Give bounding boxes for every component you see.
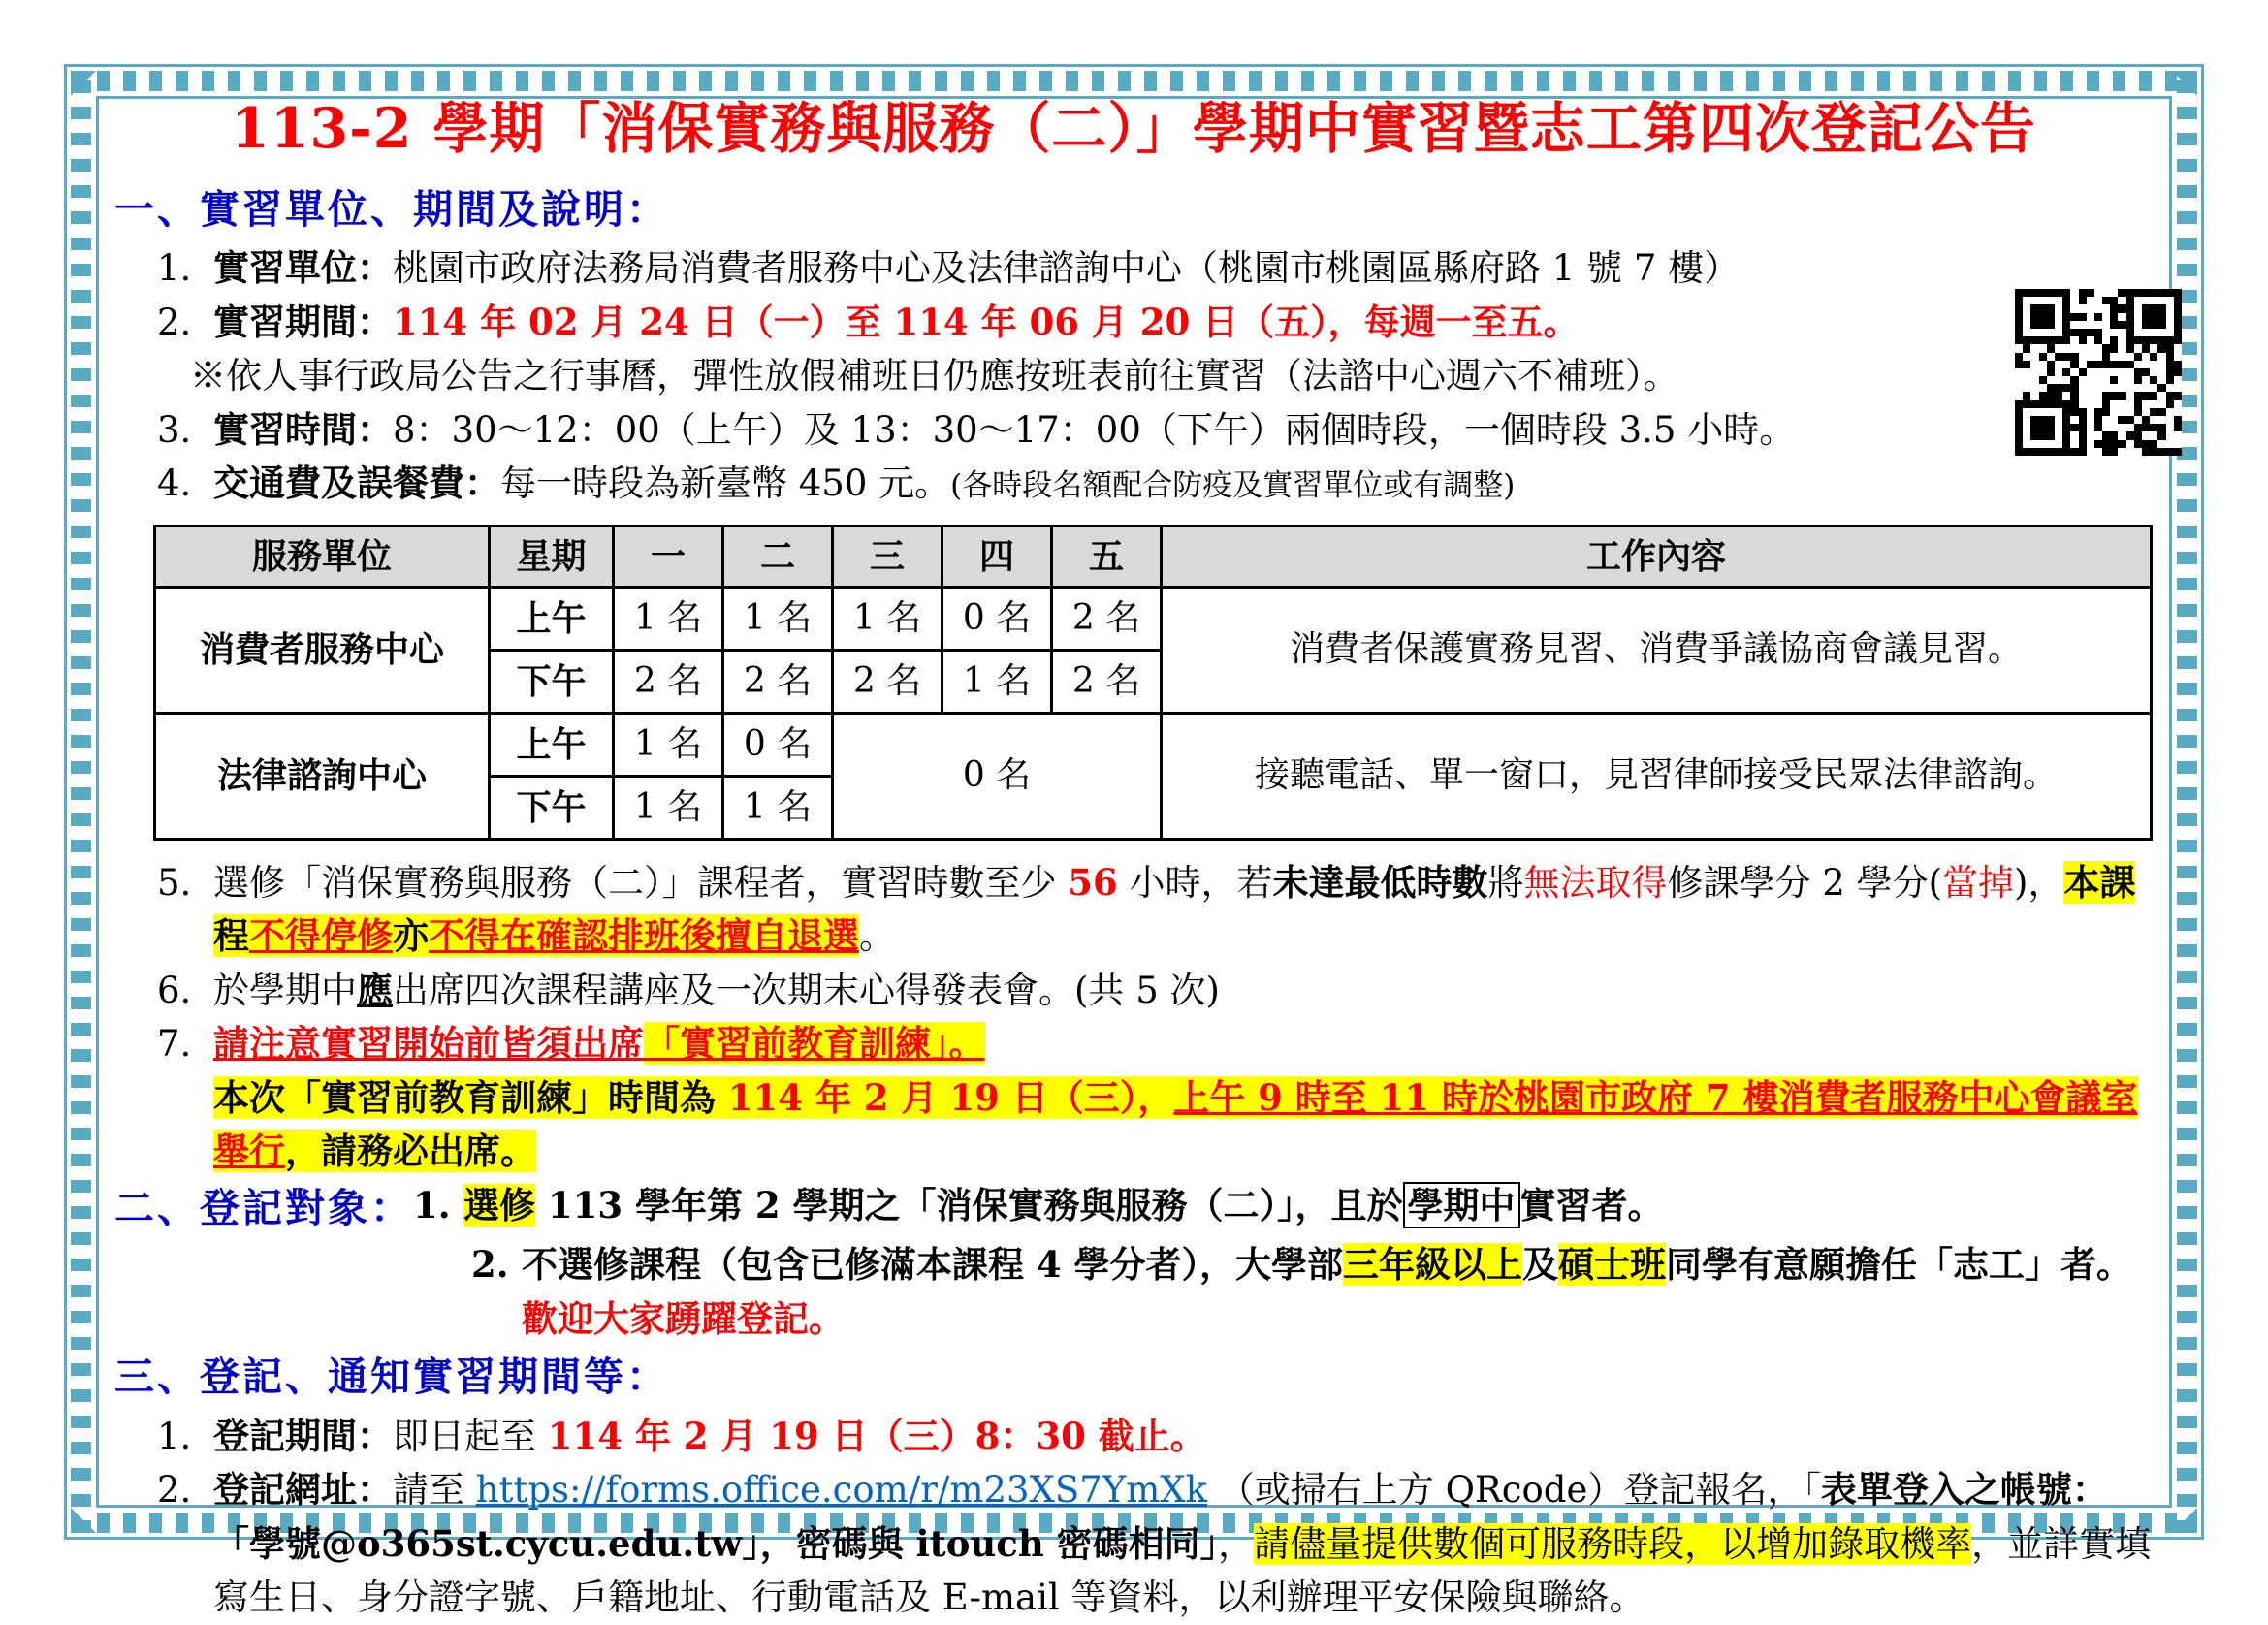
text-segment: 修課學分 2 學分( [1667, 861, 1943, 904]
text-segment: 請儘量提供數個可服務時段，以增加錄取機率 [1254, 1522, 1972, 1565]
item-number: 5. [157, 861, 192, 904]
cell-work-content: 接聽電話、單一窗口，見習律師接受民眾法律諮詢。 [1162, 713, 2152, 839]
qr-module [2166, 376, 2174, 384]
text-segment: 實習期間： [213, 300, 393, 343]
qr-module [2166, 448, 2174, 456]
list-item [114, 964, 2153, 1018]
text-segment: 當掉 [1942, 861, 2015, 904]
item-number: 2. [157, 301, 192, 343]
section-heading-internship-info: 一、實習單位、期間及說明： [114, 185, 669, 233]
qr-module [2166, 392, 2174, 399]
qr-module [2174, 344, 2182, 352]
cell-work-content: 消費者保護實務見習、消費爭議協商會議見習。 [1162, 587, 2152, 713]
item-number: 6. [157, 969, 192, 1011]
text-segment: 每一時段為新臺幣 450 元。 [500, 462, 951, 504]
table-header-row [155, 526, 2152, 587]
text-segment: 114 年 2 月 19 日（三）8：30 截止。 [547, 1414, 1206, 1457]
qr-module [2157, 424, 2165, 431]
list-item [114, 856, 2153, 964]
cell-count: 1 名 [614, 713, 723, 776]
qr-module [2174, 297, 2182, 304]
text-segment: 及 [1522, 1243, 1559, 1286]
announcement-content [114, 83, 2153, 1625]
cell-count: 1 名 [723, 587, 833, 650]
qr-module [2157, 384, 2165, 392]
qr-module [2157, 321, 2165, 329]
qr-module [2174, 448, 2182, 456]
list-item [114, 296, 1964, 350]
table-row [155, 587, 2152, 650]
qr-module [2174, 440, 2182, 448]
qr-module [2157, 289, 2165, 297]
pretraining-line2 [213, 1071, 2153, 1179]
header-mon: 一 [614, 526, 723, 587]
item-internship-hours [213, 403, 1964, 458]
cell-count-merged: 0 名 [833, 713, 1162, 839]
header-wed: 三 [833, 526, 942, 587]
cell-period: 上午 [490, 587, 614, 650]
qr-module [2174, 336, 2182, 344]
item-allowance [213, 457, 1964, 511]
cell-count: 0 名 [723, 713, 833, 776]
cell-count: 1 名 [614, 587, 723, 650]
qr-module [2174, 329, 2182, 336]
header-weekday: 星期 [490, 526, 614, 587]
pretraining-line1 [213, 1017, 2153, 1071]
qr-module [2174, 416, 2182, 424]
text-segment: 歡迎大家踴躍登記。 [522, 1296, 845, 1340]
qr-module [2166, 416, 2174, 424]
qr-module [2157, 408, 2165, 416]
cell-count: 1 名 [723, 776, 833, 839]
qr-module [2166, 313, 2174, 321]
qr-module [2166, 408, 2174, 416]
qr-module [2174, 400, 2182, 408]
cell-period: 下午 [490, 650, 614, 713]
qr-module [2157, 304, 2165, 312]
item-pretraining [213, 1017, 2153, 1179]
qr-module [2174, 431, 2182, 439]
qr-module [2157, 297, 2165, 304]
text-segment: 表單登入之帳號：「學號@o365st.cycu.edu.tw」，密碼與 itouch 密碼相同」 [213, 1468, 2108, 1565]
item-min-hours [213, 856, 2153, 964]
text-segment: 學期中 [1403, 1182, 1520, 1228]
text-segment: 8：30～12：00（上午）及 13：30～17：00（下午）兩個時段，一個時段 3.5 小時。 [393, 408, 1796, 451]
header-tue: 二 [723, 526, 833, 587]
text-segment: 56 [1068, 860, 1118, 904]
qr-module [2174, 392, 2182, 399]
text-segment: 將 [1487, 861, 1524, 904]
text-segment: 請至 [393, 1469, 476, 1511]
schedule-table [153, 525, 2153, 841]
cell-unit-consumer-center: 消費者服務中心 [155, 587, 490, 713]
header-thu: 四 [942, 526, 1052, 587]
qr-module [2166, 329, 2174, 336]
cell-unit-legal-center: 法律諮詢中心 [155, 713, 490, 839]
item-number: 2. [157, 1469, 192, 1511]
item-number: 4. [157, 462, 192, 504]
decorative-border-stripe-left [71, 71, 91, 1533]
registration-info-list [114, 1410, 2153, 1625]
cell-count: 1 名 [833, 587, 942, 650]
qr-module [2166, 384, 2174, 392]
qr-module [2166, 424, 2174, 431]
text-segment: ，請務必出席。 [285, 1130, 536, 1172]
text-segment: 113 學年第 2 學期之「消保實務與服務（二）」，且於 [535, 1183, 1403, 1227]
text-segment: 。 [859, 915, 895, 957]
section-heading-registration-target: 二、登記對象： [114, 1184, 413, 1231]
qr-module [2166, 336, 2174, 344]
qr-module [2174, 368, 2182, 376]
text-segment: 應 [357, 968, 393, 1011]
cell-period: 上午 [490, 713, 614, 776]
section-registration-target [114, 1179, 2153, 1239]
item-internship-period [213, 296, 1964, 350]
header-fri: 五 [1052, 526, 1162, 587]
qr-module [2157, 376, 2165, 384]
header-work-content: 工作內容 [1162, 526, 2152, 587]
text-segment: 不得停修 [249, 914, 393, 957]
qr-module [2166, 440, 2174, 448]
item-registration-deadline [213, 1410, 2153, 1464]
text-segment: 選修「消保實務與服務（二）」課程者，實習時數至少 [213, 861, 1069, 904]
item-number: 1. [157, 1415, 192, 1457]
qr-module [2174, 384, 2182, 392]
text-segment: 實習者。 [1519, 1183, 1664, 1227]
text-segment: 「實習前教育訓練」。 [644, 1022, 985, 1065]
text-segment: 登記網址： [213, 1468, 393, 1511]
text-segment: 請注意實習開始前皆須出席 [213, 1022, 644, 1065]
qr-module [2174, 289, 2182, 297]
text-segment: 114 年 2 月 19 日（三）， [727, 1075, 1174, 1119]
text-segment: 上午 9 時至 11 時於桃園市政府 7 樓消費者服務中心會議室舉行 [213, 1075, 2138, 1172]
item-number: 3. [157, 408, 192, 451]
qr-module [2157, 336, 2165, 344]
target-item-volunteer [522, 1238, 2153, 1346]
list-item [114, 1017, 2153, 1179]
text-segment: 小時，若 [1117, 861, 1273, 904]
section-heading-registration-info: 三、登記、通知實習期間等： [114, 1354, 669, 1400]
text-segment: ， [1218, 1522, 1255, 1565]
text-segment: 亦 [393, 914, 429, 957]
cell-count: 2 名 [1052, 650, 1162, 713]
cell-count: 1 名 [614, 776, 723, 839]
text-segment: (各時段名額配合防疫及實習單位或有調整) [950, 468, 1516, 503]
qr-module [2174, 376, 2182, 384]
qr-module [2166, 304, 2174, 312]
qr-module [2174, 304, 2182, 312]
qr-module [2174, 353, 2182, 361]
qr-module [2157, 361, 2165, 368]
text-segment: 登記期間： [213, 1414, 393, 1457]
qr-module [2166, 361, 2174, 368]
item-number: 7. [157, 1023, 192, 1065]
qr-module [2157, 448, 2165, 456]
item-internship-unit [213, 241, 1964, 296]
qr-module [2157, 344, 2165, 352]
qr-module [2157, 368, 2165, 376]
qr-module [2174, 313, 2182, 321]
text-segment: 實習單位： [213, 246, 393, 289]
cell-count: 2 名 [614, 650, 723, 713]
qr-module [2174, 408, 2182, 416]
qr-module [2174, 361, 2182, 368]
text-segment: 實習時間： [213, 407, 393, 451]
cell-count: 1 名 [942, 650, 1052, 713]
list-item [114, 403, 1964, 458]
text-segment: 本課程 [213, 860, 2136, 957]
table-row [155, 713, 2152, 776]
text-segment: ，並詳實填寫生日、身分證字號、戶籍地址、行動電話及 E-mail 等資料，以利辦理平安保險與聯絡。 [213, 1522, 2152, 1618]
qr-module [2166, 400, 2174, 408]
list-item [114, 457, 1964, 511]
qr-module [2157, 353, 2165, 361]
text-segment: )， [2014, 861, 2064, 904]
item-number: 1. [157, 247, 192, 289]
text-segment: 選修 [463, 1183, 535, 1227]
text-segment: 同學有意願擔任「志工」者。 [1666, 1243, 2133, 1286]
text-segment: 未達最低時數 [1272, 860, 1488, 904]
qr-module [2166, 321, 2174, 329]
note-calendar [114, 349, 1964, 403]
qr-module [2157, 400, 2165, 408]
text-segment: 無法取得 [1523, 861, 1668, 904]
list-item [114, 241, 1964, 296]
text-segment: 本次「實習前教育訓練」時間為 [213, 1075, 728, 1119]
cell-count: 2 名 [1052, 587, 1162, 650]
qr-module [2157, 431, 2165, 439]
internship-rules-list [114, 856, 2153, 1179]
cell-period: 下午 [490, 776, 614, 839]
target-item-enrolled [463, 1179, 1664, 1233]
text-segment: ※依人事行政局公告之行事曆，彈性放假補班日仍應按班表前往實習（法諮中心週六不補班）。 [190, 355, 1679, 397]
text-segment: 出席四次課程講座及一次期末心得發表會。(共 5 次) [393, 969, 1220, 1011]
text-segment: 不選修課程（包含已修滿本課程 4 學分者），大學部 [522, 1243, 1344, 1286]
qr-module [2157, 313, 2165, 321]
text-segment: 不得在確認排班後擅自退選 [429, 914, 859, 957]
header-service-unit: 服務單位 [155, 526, 490, 587]
text-segment: 碩士班 [1558, 1243, 1667, 1286]
item-lectures [213, 964, 2153, 1018]
qr-module [2157, 416, 2165, 424]
qr-module [2166, 297, 2174, 304]
section-registration-target-item2 [471, 1238, 2153, 1346]
text-segment: （或掃右上方 QRcode）登記報名，「 [1207, 1469, 1821, 1511]
list-item [114, 1410, 2153, 1464]
cell-count: 2 名 [833, 650, 942, 713]
page-title: 113-2 學期「消保實務與服務（二）」學期中實習暨志工第四次登記公告 [231, 96, 2036, 161]
item-number: 1. [413, 1183, 451, 1227]
qr-module [2166, 344, 2174, 352]
text-segment: 114 年 02 月 24 日（一）至 114 年 06 月 20 日（五），每週一至五。 [393, 300, 1580, 343]
qr-module [2166, 431, 2174, 439]
item-registration-url [213, 1463, 2153, 1625]
cell-count: 2 名 [723, 650, 833, 713]
text-segment: 桃園市政府法務局消費者服務中心及法律諮詢中心（桃園市桃園區縣府路 1 號 7 樓） [393, 247, 1741, 289]
qr-module [2166, 353, 2174, 361]
item-number: 2. [471, 1243, 509, 1286]
qr-module [2157, 440, 2165, 448]
qr-module [2166, 368, 2174, 376]
qr-module [2174, 321, 2182, 329]
list-item [114, 1463, 2153, 1625]
qr-module [2174, 424, 2182, 431]
text-segment: 於學期中 [213, 969, 357, 1011]
cell-count: 0 名 [942, 587, 1052, 650]
registration-url-link[interactable]: https://forms.office.com/r/m23XS7YmXk [475, 1469, 1208, 1511]
qr-module [2157, 329, 2165, 336]
qr-module [2157, 392, 2165, 399]
text-segment: 三年級以上 [1343, 1243, 1523, 1286]
text-segment: 交通費及誤餐費： [213, 462, 500, 504]
qr-module [2166, 289, 2174, 297]
text-segment: 即日起至 [393, 1415, 548, 1457]
internship-info-list [114, 241, 2153, 511]
